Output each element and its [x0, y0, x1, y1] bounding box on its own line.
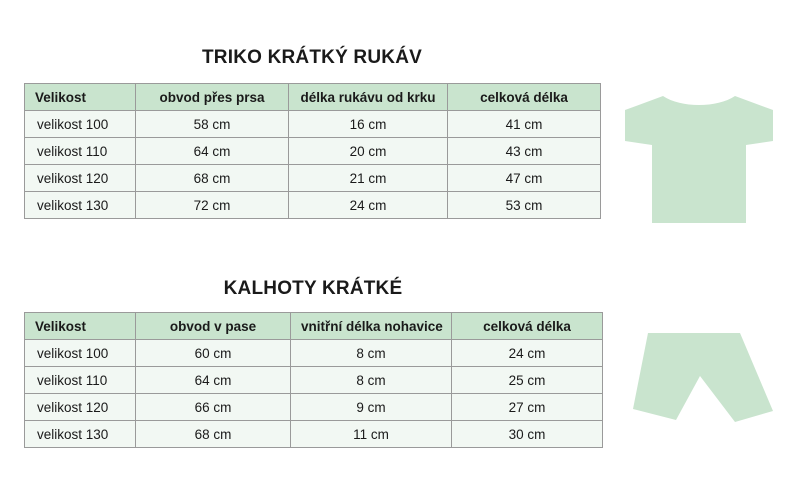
tshirt-shape [625, 96, 773, 223]
total-length-cell: 25 cm [452, 367, 603, 394]
column-header-size: Velikost [25, 84, 136, 111]
total-length-cell: 43 cm [448, 138, 601, 165]
total-length-cell: 24 cm [452, 340, 603, 367]
total-length-cell: 27 cm [452, 394, 603, 421]
sleeve-cell: 24 cm [289, 192, 448, 219]
total-length-cell: 41 cm [448, 111, 601, 138]
shorts-icon [632, 331, 775, 429]
size-cell: velikost 120 [25, 394, 136, 421]
waist-cell: 66 cm [136, 394, 291, 421]
inseam-cell: 11 cm [291, 421, 452, 448]
size-cell: velikost 120 [25, 165, 136, 192]
waist-cell: 64 cm [136, 367, 291, 394]
column-header-waist: obvod v pase [136, 313, 291, 340]
table-row [25, 111, 601, 138]
chest-cell: 68 cm [136, 165, 289, 192]
size-cell: velikost 110 [25, 138, 136, 165]
column-header-size: Velikost [25, 313, 136, 340]
waist-cell: 60 cm [136, 340, 291, 367]
size-cell: velikost 100 [25, 111, 136, 138]
table-header-row [25, 84, 601, 111]
sleeve-cell: 21 cm [289, 165, 448, 192]
table-row [25, 138, 601, 165]
chest-cell: 64 cm [136, 138, 289, 165]
shorts-table-title: KALHOTY KRÁTKÉ [223, 278, 403, 299]
size-cell: velikost 110 [25, 367, 136, 394]
inseam-cell: 9 cm [291, 394, 452, 421]
table-row [25, 340, 603, 367]
column-header-inseam: vnitřní délka nohavice [291, 313, 452, 340]
table-header-row [25, 313, 603, 340]
tshirt-icon [623, 93, 775, 225]
size-cell: velikost 100 [25, 340, 136, 367]
size-cell: velikost 130 [25, 421, 136, 448]
table-row [25, 367, 603, 394]
shorts-size-table [24, 312, 603, 448]
table-row [25, 421, 603, 448]
table-row [25, 394, 603, 421]
sleeve-cell: 16 cm [289, 111, 448, 138]
chest-cell: 72 cm [136, 192, 289, 219]
shorts-shape [633, 333, 773, 422]
tshirt-table-title: TRIKO KRÁTKÝ RUKÁV [202, 47, 422, 68]
total-length-cell: 53 cm [448, 192, 601, 219]
inseam-cell: 8 cm [291, 340, 452, 367]
inseam-cell: 8 cm [291, 367, 452, 394]
column-header-total-length: celková délka [452, 313, 603, 340]
column-header-chest: obvod přes prsa [136, 84, 289, 111]
total-length-cell: 30 cm [452, 421, 603, 448]
size-cell: velikost 130 [25, 192, 136, 219]
chest-cell: 58 cm [136, 111, 289, 138]
table-row [25, 192, 601, 219]
total-length-cell: 47 cm [448, 165, 601, 192]
waist-cell: 68 cm [136, 421, 291, 448]
tshirt-size-table [24, 83, 601, 219]
sleeve-cell: 20 cm [289, 138, 448, 165]
column-header-total-length: celková délka [448, 84, 601, 111]
table-row [25, 165, 601, 192]
column-header-sleeve: délka rukávu od krku [289, 84, 448, 111]
